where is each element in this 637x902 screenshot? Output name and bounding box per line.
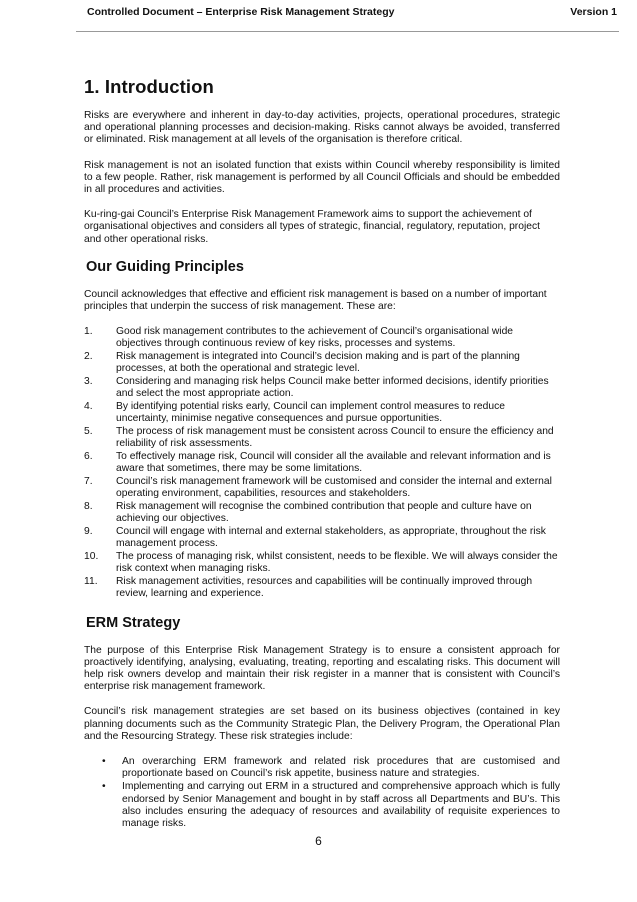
list-item-text: Risk management activities, resources and capabilities will be continually improved through review, learning and experience. xyxy=(116,576,533,600)
erm-paragraph: The purpose of this Enterprise Risk Management Strategy is to ensure a consistent approach for proactively identifying, analysing, evaluating, treating, reporting and escalating risks. This document will help risk owners develop and maintain their risk register in a manner that is consistent with Council’s enterprise risk management framework. xyxy=(84,644,560,693)
list-item-text: Risk management will recognise the combined contribution that people and culture have on achieving our objectives. xyxy=(116,501,532,525)
list-item xyxy=(84,476,560,500)
document-version: Version 1 xyxy=(570,6,617,18)
list-item xyxy=(84,576,560,600)
list-item-number: 6. xyxy=(84,451,93,463)
list-item xyxy=(84,376,560,400)
list-item-number: 4. xyxy=(84,401,93,413)
principles-list xyxy=(84,326,560,600)
list-item-text: Council’s risk management framework will be customised and consider the internal and external operating environment, capabilities, resources and stakeholders. xyxy=(116,476,552,500)
section-heading-guiding-principles: Our Guiding Principles xyxy=(86,258,244,275)
bullet-item xyxy=(84,756,560,780)
intro-paragraph: Risk management is not an isolated function that exists within Council whereby responsibility is limited to a few people. Rather, risk management is performed by all Council Officials and should be embedded in all procedures and activities. xyxy=(84,159,560,196)
list-item-number: 8. xyxy=(84,501,93,513)
list-item-text: Good risk management contributes to the achievement of Council’s organisational wide objectives through continuous review of key risks, processes and systems. xyxy=(116,326,514,350)
list-item-text: The process of risk management must be consistent across Council to ensure the efficiency and reliability of risk assessments. xyxy=(116,426,554,450)
list-item-number: 2. xyxy=(84,351,93,363)
page-content xyxy=(84,76,560,831)
list-item-number: 3. xyxy=(84,376,93,388)
list-item-text: To effectively manage risk, Council will consider all the available and relevant information and is aware that sometimes, there may be some limitations. xyxy=(116,451,551,475)
list-item xyxy=(84,451,560,475)
list-item xyxy=(84,351,560,375)
section-heading-erm-strategy: ERM Strategy xyxy=(86,614,181,631)
list-item-number: 1. xyxy=(84,326,93,338)
erm-bullet-list xyxy=(84,756,560,830)
bullet-item xyxy=(84,781,560,830)
erm-paragraph: Council’s risk management strategies are set based on its business objectives (contained in key planning documents such as the Community Strategic Plan, the Delivery Program, the Operational Plan and the Resourcing Strategy. These risk strategies include: xyxy=(84,706,560,742)
section-heading-introduction: 1. Introduction xyxy=(84,76,214,97)
document-title: Controlled Document – Enterprise Risk Management Strategy xyxy=(87,6,395,18)
list-item-text: The process of managing risk, whilst consistent, needs to be flexible. We will always consider the risk context when managing risks. xyxy=(116,551,558,575)
list-item xyxy=(84,401,560,425)
list-item xyxy=(84,326,560,350)
intro-paragraph: Ku-ring-gai Council’s Enterprise Risk Management Framework aims to support the achievement of organisational objectives and considers all types of strategic, financial, regulatory, reputation, project and other operational risks. xyxy=(84,209,540,245)
list-item-number: 9. xyxy=(84,526,93,538)
bullet-item-text: An overarching ERM framework and related risk procedures that are customised and proportionate based on Council’s risk appetite, business nature and strategies. xyxy=(122,756,560,780)
document-header xyxy=(87,6,617,22)
header-divider xyxy=(76,31,619,32)
list-item-number: 10. xyxy=(84,551,99,563)
list-item-text: By identifying potential risks early, Council can implement control measures to reduce uncertainty, minimise negative consequences and pursue opportunities. xyxy=(116,401,505,425)
bullet-item-text: Implementing and carrying out ERM in a structured and comprehensive approach which is fully endorsed by Senior Management and bought in by staff across all Departments and BU’s. This also includes ensuring the adequacy of resources and availability of requisite experiences to manage risks. xyxy=(122,781,560,830)
list-item-text: Considering and managing risk helps Council make better informed decisions, identify priorities and select the most appropriate action. xyxy=(116,376,549,400)
list-item-number: 7. xyxy=(84,476,93,488)
list-item xyxy=(84,551,560,575)
principles-intro: Council acknowledges that effective and efficient risk management is based on a number of important principles that underpin the success of risk management. These are: xyxy=(84,288,547,313)
list-item-text: Council will engage with internal and external stakeholders, as appropriate, throughout the risk management process. xyxy=(116,526,546,550)
intro-paragraph: Risks are everywhere and inherent in day-to-day activities, projects, operational procedures, strategic and operational planning processes and decision-making. Risks cannot always be avoided, transferred or eliminated. Risk management at all levels of the organisation is therefore critical. xyxy=(84,110,560,146)
page-number: 6 xyxy=(315,834,322,848)
bullet-icon: • xyxy=(102,781,106,793)
bullet-icon: • xyxy=(102,756,106,768)
list-item xyxy=(84,426,560,450)
list-item-number: 11. xyxy=(84,576,98,588)
list-item-text: Risk management is integrated into Council’s decision making and is part of the planning processes, at both the operational and strategic level. xyxy=(116,351,520,375)
list-item xyxy=(84,501,560,525)
list-item xyxy=(84,526,560,550)
list-item-number: 5. xyxy=(84,426,93,438)
